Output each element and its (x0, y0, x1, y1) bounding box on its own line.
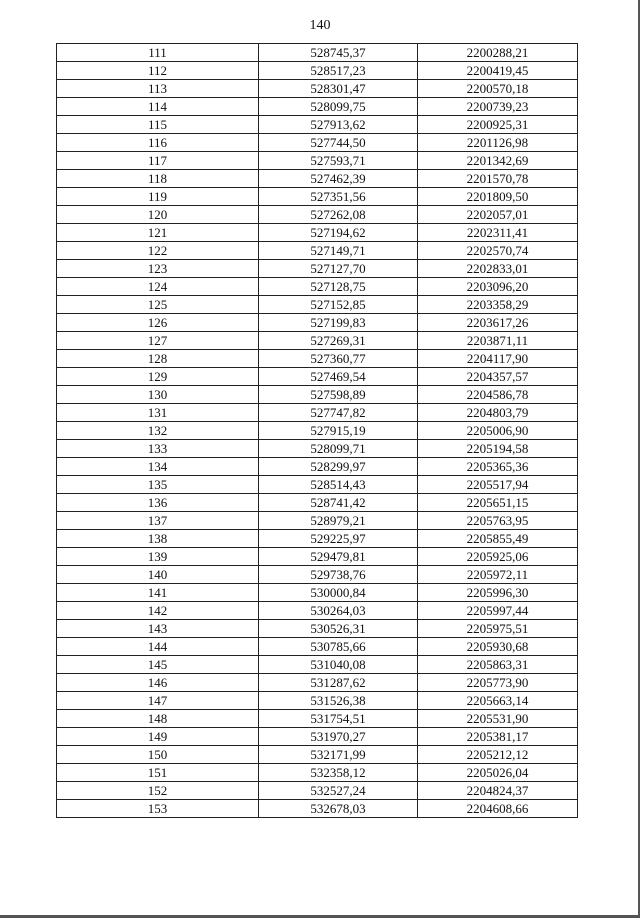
y-coordinate-cell: 2203617,26 (418, 314, 578, 332)
point-number-cell: 122 (57, 242, 259, 260)
y-coordinate-cell: 2205381,17 (418, 728, 578, 746)
point-number-cell: 111 (57, 44, 259, 62)
point-number-cell: 133 (57, 440, 259, 458)
x-coordinate-cell: 531526,38 (259, 692, 418, 710)
table-row (57, 638, 578, 656)
x-coordinate-cell: 528745,37 (259, 44, 418, 62)
x-coordinate-cell: 527262,08 (259, 206, 418, 224)
x-coordinate-cell: 527462,39 (259, 170, 418, 188)
y-coordinate-cell: 2200925,31 (418, 116, 578, 134)
x-coordinate-cell: 531040,08 (259, 656, 418, 674)
point-number-cell: 139 (57, 548, 259, 566)
x-coordinate-cell: 528514,43 (259, 476, 418, 494)
y-coordinate-cell: 2205997,44 (418, 602, 578, 620)
table-row (57, 134, 578, 152)
y-coordinate-cell: 2205773,90 (418, 674, 578, 692)
table-row (57, 602, 578, 620)
y-coordinate-cell: 2205531,90 (418, 710, 578, 728)
x-coordinate-cell: 527149,71 (259, 242, 418, 260)
x-coordinate-cell: 532678,03 (259, 800, 418, 818)
point-number-cell: 132 (57, 422, 259, 440)
y-coordinate-cell: 2203358,29 (418, 296, 578, 314)
point-number-cell: 136 (57, 494, 259, 512)
table-row (57, 242, 578, 260)
y-coordinate-cell: 2200288,21 (418, 44, 578, 62)
table-row (57, 386, 578, 404)
point-number-cell: 147 (57, 692, 259, 710)
x-coordinate-cell: 530264,03 (259, 602, 418, 620)
point-number-cell: 148 (57, 710, 259, 728)
point-number-cell: 138 (57, 530, 259, 548)
point-number-cell: 125 (57, 296, 259, 314)
x-coordinate-cell: 527194,62 (259, 224, 418, 242)
coordinates-table (56, 43, 578, 818)
y-coordinate-cell: 2205863,31 (418, 656, 578, 674)
x-coordinate-cell: 527360,77 (259, 350, 418, 368)
x-coordinate-cell: 529225,97 (259, 530, 418, 548)
table-row (57, 710, 578, 728)
table-row (57, 116, 578, 134)
x-coordinate-cell: 527269,31 (259, 332, 418, 350)
x-coordinate-cell: 527598,89 (259, 386, 418, 404)
table-row (57, 476, 578, 494)
x-coordinate-cell: 527152,85 (259, 296, 418, 314)
y-coordinate-cell: 2205930,68 (418, 638, 578, 656)
y-coordinate-cell: 2202570,74 (418, 242, 578, 260)
table-row (57, 44, 578, 62)
x-coordinate-cell: 527128,75 (259, 278, 418, 296)
y-coordinate-cell: 2204586,78 (418, 386, 578, 404)
x-coordinate-cell: 527744,50 (259, 134, 418, 152)
point-number-cell: 137 (57, 512, 259, 530)
table-row (57, 332, 578, 350)
x-coordinate-cell: 532358,12 (259, 764, 418, 782)
x-coordinate-cell: 527593,71 (259, 152, 418, 170)
x-coordinate-cell: 528517,23 (259, 62, 418, 80)
x-coordinate-cell: 532527,24 (259, 782, 418, 800)
point-number-cell: 149 (57, 728, 259, 746)
table-row (57, 656, 578, 674)
point-number-cell: 124 (57, 278, 259, 296)
x-coordinate-cell: 528099,75 (259, 98, 418, 116)
y-coordinate-cell: 2203871,11 (418, 332, 578, 350)
table-row (57, 458, 578, 476)
x-coordinate-cell: 527915,19 (259, 422, 418, 440)
x-coordinate-cell: 529479,81 (259, 548, 418, 566)
table-row (57, 80, 578, 98)
point-number-cell: 127 (57, 332, 259, 350)
x-coordinate-cell: 528299,97 (259, 458, 418, 476)
page-number: 140 (309, 18, 331, 33)
point-number-cell: 150 (57, 746, 259, 764)
x-coordinate-cell: 530000,84 (259, 584, 418, 602)
x-coordinate-cell: 528979,21 (259, 512, 418, 530)
table-row (57, 512, 578, 530)
table-row (57, 440, 578, 458)
x-coordinate-cell: 527913,62 (259, 116, 418, 134)
y-coordinate-cell: 2202057,01 (418, 206, 578, 224)
x-coordinate-cell: 528301,47 (259, 80, 418, 98)
y-coordinate-cell: 2205006,90 (418, 422, 578, 440)
x-coordinate-cell: 530526,31 (259, 620, 418, 638)
coordinates-table-body (57, 44, 578, 818)
y-coordinate-cell: 2204117,90 (418, 350, 578, 368)
point-number-cell: 116 (57, 134, 259, 152)
point-number-cell: 145 (57, 656, 259, 674)
point-number-cell: 142 (57, 602, 259, 620)
table-row (57, 584, 578, 602)
x-coordinate-cell: 529738,76 (259, 566, 418, 584)
table-row (57, 206, 578, 224)
point-number-cell: 152 (57, 782, 259, 800)
y-coordinate-cell: 2201126,98 (418, 134, 578, 152)
point-number-cell: 144 (57, 638, 259, 656)
table-row (57, 494, 578, 512)
y-coordinate-cell: 2205663,14 (418, 692, 578, 710)
y-coordinate-cell: 2205925,06 (418, 548, 578, 566)
y-coordinate-cell: 2205855,49 (418, 530, 578, 548)
y-coordinate-cell: 2204803,79 (418, 404, 578, 422)
x-coordinate-cell: 527127,70 (259, 260, 418, 278)
y-coordinate-cell: 2204357,57 (418, 368, 578, 386)
point-number-cell: 115 (57, 116, 259, 134)
y-coordinate-cell: 2203096,20 (418, 278, 578, 296)
y-coordinate-cell: 2204608,66 (418, 800, 578, 818)
table-row (57, 404, 578, 422)
x-coordinate-cell: 531970,27 (259, 728, 418, 746)
point-number-cell: 118 (57, 170, 259, 188)
table-row (57, 260, 578, 278)
point-number-cell: 129 (57, 368, 259, 386)
table-row (57, 530, 578, 548)
point-number-cell: 112 (57, 62, 259, 80)
table-row (57, 98, 578, 116)
table-row (57, 62, 578, 80)
y-coordinate-cell: 2205517,94 (418, 476, 578, 494)
x-coordinate-cell: 532171,99 (259, 746, 418, 764)
y-coordinate-cell: 2200739,23 (418, 98, 578, 116)
y-coordinate-cell: 2201570,78 (418, 170, 578, 188)
x-coordinate-cell: 528741,42 (259, 494, 418, 512)
table-row (57, 728, 578, 746)
point-number-cell: 121 (57, 224, 259, 242)
point-number-cell: 130 (57, 386, 259, 404)
y-coordinate-cell: 2200419,45 (418, 62, 578, 80)
table-row (57, 764, 578, 782)
y-coordinate-cell: 2205763,95 (418, 512, 578, 530)
y-coordinate-cell: 2201809,50 (418, 188, 578, 206)
x-coordinate-cell: 527199,83 (259, 314, 418, 332)
table-row (57, 620, 578, 638)
point-number-cell: 131 (57, 404, 259, 422)
table-row (57, 422, 578, 440)
table-row (57, 224, 578, 242)
y-coordinate-cell: 2205194,58 (418, 440, 578, 458)
table-row (57, 782, 578, 800)
table-row (57, 188, 578, 206)
x-coordinate-cell: 531754,51 (259, 710, 418, 728)
point-number-cell: 120 (57, 206, 259, 224)
table-row (57, 278, 578, 296)
point-number-cell: 153 (57, 800, 259, 818)
point-number-cell: 151 (57, 764, 259, 782)
table-row (57, 566, 578, 584)
y-coordinate-cell: 2205975,51 (418, 620, 578, 638)
table-row (57, 170, 578, 188)
point-number-cell: 140 (57, 566, 259, 584)
point-number-cell: 146 (57, 674, 259, 692)
x-coordinate-cell: 528099,71 (259, 440, 418, 458)
y-coordinate-cell: 2205972,11 (418, 566, 578, 584)
y-coordinate-cell: 2204824,37 (418, 782, 578, 800)
x-coordinate-cell: 527747,82 (259, 404, 418, 422)
x-coordinate-cell: 527469,54 (259, 368, 418, 386)
point-number-cell: 135 (57, 476, 259, 494)
y-coordinate-cell: 2205212,12 (418, 746, 578, 764)
y-coordinate-cell: 2205026,04 (418, 764, 578, 782)
table-row (57, 746, 578, 764)
table-row (57, 350, 578, 368)
table-row (57, 674, 578, 692)
point-number-cell: 117 (57, 152, 259, 170)
point-number-cell: 143 (57, 620, 259, 638)
y-coordinate-cell: 2205365,36 (418, 458, 578, 476)
x-coordinate-cell: 530785,66 (259, 638, 418, 656)
y-coordinate-cell: 2202833,01 (418, 260, 578, 278)
point-number-cell: 126 (57, 314, 259, 332)
y-coordinate-cell: 2205996,30 (418, 584, 578, 602)
table-row (57, 152, 578, 170)
x-coordinate-cell: 527351,56 (259, 188, 418, 206)
table-row (57, 368, 578, 386)
table-row (57, 296, 578, 314)
point-number-cell: 141 (57, 584, 259, 602)
x-coordinate-cell: 531287,62 (259, 674, 418, 692)
table-row (57, 800, 578, 818)
point-number-cell: 123 (57, 260, 259, 278)
y-coordinate-cell: 2202311,41 (418, 224, 578, 242)
point-number-cell: 114 (57, 98, 259, 116)
point-number-cell: 113 (57, 80, 259, 98)
y-coordinate-cell: 2205651,15 (418, 494, 578, 512)
y-coordinate-cell: 2201342,69 (418, 152, 578, 170)
table-row (57, 314, 578, 332)
point-number-cell: 134 (57, 458, 259, 476)
point-number-cell: 128 (57, 350, 259, 368)
point-number-cell: 119 (57, 188, 259, 206)
table-row (57, 548, 578, 566)
y-coordinate-cell: 2200570,18 (418, 80, 578, 98)
table-row (57, 692, 578, 710)
